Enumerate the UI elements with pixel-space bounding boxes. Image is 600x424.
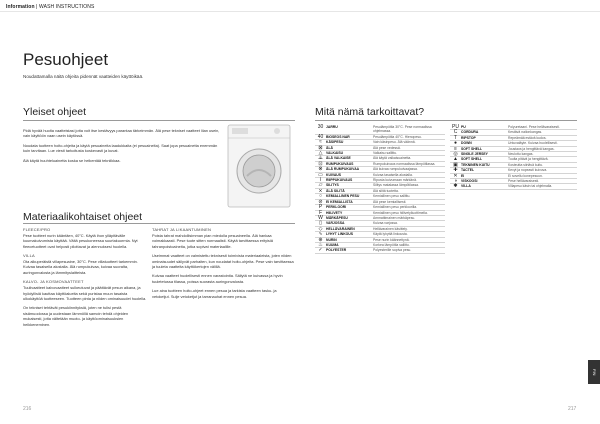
washing-machine-icon (227, 124, 291, 208)
care-symbol-icon: ⊗ (318, 166, 323, 173)
care-symbol-icon: 40 (317, 133, 324, 140)
care-symbol-icon: ○ (318, 193, 323, 200)
care-symbol-icon: 30 (317, 124, 324, 130)
symbol-description: Joustava ja hengittävä kangas. (508, 146, 555, 151)
care-symbol-icon: C (453, 129, 458, 136)
material-text: Poista tahrat mahdollisimman pian miedolla pesuaineella. Älä hankaa voimakkaasti. Pese tuote sitten normaalisti. Käytä tarvittaessa erityisiä tahranpoistoaineita, jotka sopivat materiaalille. (152, 232, 273, 249)
material-heading: FLEECE/PRO (23, 227, 51, 232)
symbols-rule (315, 120, 577, 121)
symbol-label: CORDURA (461, 130, 479, 135)
care-symbol-icon: ✚ (453, 167, 458, 174)
care-symbol-icon: ● (453, 140, 458, 147)
care-symbol-icon: T (453, 134, 458, 141)
general-paragraph: Älä käytä huuhteluainetta koska se heikentää tekniikkaa. (23, 157, 121, 163)
symbol-row (450, 184, 577, 189)
breadcrumb-subsection[interactable]: WASH INSTRUCTIONS (39, 4, 95, 10)
symbol-row (315, 125, 445, 135)
symbol-description: Kemiallinen pesu perkloorilla. (373, 205, 418, 210)
page-title: Pesuohjeet (23, 50, 109, 69)
symbol-description: Polyuretaani. Pese hellävaraisesti. (508, 125, 560, 129)
symbol-description: Älä pese kemiallisesti. (373, 199, 407, 204)
symbol-description: Polyesterille sopiva pesu. (373, 248, 412, 253)
symbol-label: SILITYS (326, 183, 339, 188)
symbol-description: Pesulämpötila 40°C. Hienopesu. (373, 134, 422, 139)
symbol-label: VILLA (461, 184, 471, 189)
symbol-description: Älä pese vedessä. (373, 145, 401, 150)
symbol-label: POLYESTER (326, 248, 347, 253)
general-paragraph: Pidä hyvää huolta vaatteistasi jotta voit itse kestävyys parantaa tärkeimmän. Älä pese tekniset vaatteet liian usein, vain käyttöön vaan usein käytössä. (23, 128, 220, 139)
material-text: Tuulivaatteet kalvovaatteet sulkeutuvat ja päättävät pesun aikana, ja hyödyllisiä kauttaa käyttöalueita sekä puristaa muun tasaista ulkokäyttöä tuotteeseen. Tuotteen pinta ja niiden ominaisuudet huolella. (23, 285, 147, 301)
top-bar (0, 0, 600, 20)
symbol-label: ÄLÄ SILITÄ (326, 188, 345, 193)
symbol-description: Pese nurin käännettynä. (373, 237, 410, 242)
symbol-label: DOWN (461, 141, 472, 146)
symbol-description: Kuivaa tasaisella alustalla. (373, 172, 413, 177)
care-symbol-icon: ♨ (318, 241, 323, 248)
symbol-label: TACTEL (461, 168, 475, 173)
symbol-label: EI KEMIALLISTA (326, 199, 353, 204)
symbol-description: Villapesu käsin tai ohjelmalla. (508, 184, 553, 189)
symbol-label: ÄLÄ RUMPUKUIVAA (326, 167, 360, 172)
general-rule (23, 120, 295, 121)
material-text: Lue aina tuotteen hoito-ohjeet ennen pesua ja tarkista vaatteen tasku- ja vetoketjut. Sulje vetoketjut ja tarranauhat ennen pesua. (152, 288, 277, 299)
symbol-label: JARRU (326, 125, 338, 129)
care-symbol-icon: ⏥ (318, 182, 323, 189)
care-symbol-icon: △ (318, 150, 323, 157)
symbol-description: Silitys matalassa lämpötilassa. (373, 183, 419, 188)
symbol-label: VALKAISU (326, 151, 344, 156)
symbol-description: Tuulta pitävä ja hengittävä. (508, 157, 549, 162)
material-text: Kuivaa vaatteet huolellisesti ennen varastointia. Säilytä ne kuivassa ja hyvin tuuletetussa tilassa, poissa suorasta auringonvalosta. (152, 273, 283, 284)
symbol-label: KUUMA (326, 242, 339, 247)
breadcrumb (6, 4, 94, 10)
care-symbol-icon: ≡ (454, 145, 457, 152)
symbol-description: Älä käytä valkaisuainetta. (373, 156, 412, 161)
symbol-label: NURIN (326, 237, 337, 242)
care-symbol-icon: ⌇ (319, 177, 322, 184)
care-symbol-icon: ✱ (453, 183, 458, 190)
symbol-description: Korkea lämpötila sallittu. (373, 242, 410, 247)
symbol-description: Kosteutta siirtävä kuitu. (508, 162, 544, 167)
breadcrumb-section[interactable]: Information (6, 4, 35, 10)
symbol-description: Ei sovellu konepesuun. (508, 173, 543, 178)
care-symbol-icon: ◎ (453, 151, 458, 158)
symbols-table-b (450, 125, 577, 190)
symbol-label: BIOSEOS NAR (326, 134, 350, 139)
materials-column-1 (23, 227, 147, 331)
symbol-description: Älä silitä tuotetta. (373, 188, 399, 193)
general-title: Yleiset ohjeet (23, 106, 87, 118)
material-heading: VILLA (23, 253, 35, 259)
general-paragraph: Noudata tuotteen hoito-ohjeita ja käytä pesuaineita laadukkaita (ei pesuainelta). Saat jopa pesuainetta enemmän kuin tarvitaan. Lue viesti tarkoitusta koskevasti ja kuvat. (23, 142, 218, 154)
symbols-table-a (315, 125, 445, 254)
material-text: On tekniset tehtävät pesukiinnityksiä, joten ne tulisi pestä sisämuodossa ja uudestaan lämmöllä samoin tehdä ohjeiden mukaisesti, jotta vältetään muoto- ja käyttöominaisuuksien heikkeneminen. (23, 305, 129, 327)
symbol-description: Kemiallinen pesu hiilivetyliuottimella. (373, 210, 428, 215)
symbol-description: Pese hellävaraisesti. (508, 179, 540, 184)
symbol-description: Kestävä nailonkangas. (508, 130, 543, 135)
care-symbol-icon: ≈ (319, 139, 322, 146)
symbol-description: Repeämää estävä kudos. (508, 135, 547, 140)
care-symbol-icon: F (318, 209, 323, 216)
care-symbol-icon: P (318, 204, 323, 211)
symbol-description: Käytä lyhyttä linkousta. (373, 232, 408, 237)
symbol-label: KÄSIPESU (326, 140, 344, 145)
care-symbol-icon: ✓ (318, 247, 323, 254)
care-symbol-icon: PU (452, 124, 459, 130)
symbol-label: HIILIVETY (326, 210, 343, 215)
care-symbol-icon: ◇ (318, 225, 323, 232)
symbol-description: Valkaisu sallittu. (373, 151, 398, 156)
symbol-description: Vain käsinpesu. Älä väännä. (373, 140, 416, 145)
symbol-label: LYHYT LINKOUS (326, 232, 354, 237)
care-symbol-icon: ⊠ (318, 144, 323, 151)
symbol-label: VISKOOSI (461, 179, 478, 184)
care-symbol-icon: ▯ (319, 220, 322, 227)
breadcrumb-divider: | (36, 4, 39, 10)
right-page-number: 217 (568, 406, 577, 412)
symbol-label: SINGLE JERSEY (461, 152, 488, 157)
language-tab[interactable]: FIN (588, 360, 600, 384)
care-symbol-icon: ∿ (318, 231, 323, 238)
symbol-label: TEKNINEN KUITU (461, 162, 490, 167)
symbol-description: Ammattimainen märkäpesu. (373, 215, 416, 220)
material-text: Ota alkuperäistä villapesuaine, 30°C. Pese villatuotteet tarkemmin. Kuivaa tasaisella alustalla. Älä rumpukuivaa, kuivaa suoralta, auringonvalosta ja lämmityslaitteista. (23, 259, 138, 275)
care-symbol-icon: ▭ (318, 171, 323, 178)
care-symbol-icon: ✕ (453, 172, 458, 179)
symbol-label: RIIPPUKUIVAUS (326, 178, 353, 183)
symbol-label: MÄRKÄPESU (326, 215, 348, 220)
symbols-title: Mitä nämä tarkoittavat? (315, 106, 425, 118)
symbol-label: ÄLÄ (326, 145, 333, 150)
material-heading: TAHRAT JA LIKAANTUMINEN (152, 227, 212, 232)
symbol-label: ÄLÄ VALKAISE (326, 156, 351, 161)
material-heading: KALVO- JA KOSMOVAATTEET (23, 279, 84, 285)
symbol-label: KEMIALLINEN PESU (326, 194, 360, 199)
care-symbol-icon: ▣ (453, 161, 458, 168)
symbol-description: Hellävarainen käsittely. (373, 226, 408, 231)
symbol-description: Pesulämpötila 30°C. Pese normaalissa ohjelmassa. (373, 125, 432, 134)
symbol-description: Kuivaa varjossa. (373, 221, 398, 226)
symbol-label: PERKLOORI (326, 205, 347, 210)
symbol-description: Kevyt ja nopeasti kuivuva. (508, 168, 548, 173)
care-symbol-icon: ⊡ (318, 160, 323, 167)
symbol-label: SOFT SHELL (461, 157, 483, 162)
materials-title: Materiaalikohtaiset ohjeet (23, 211, 143, 223)
general-paragraphs (23, 128, 221, 167)
care-symbol-icon: ⊘ (318, 198, 323, 205)
symbol-row (315, 248, 445, 253)
symbol-description: Kemiallinen pesu sallittu. (373, 194, 411, 199)
symbol-label: SOFT SHELL (461, 146, 483, 151)
care-symbol-icon: ▲ (453, 156, 458, 163)
care-symbol-icon: ⨯ (318, 187, 323, 194)
left-page-number: 216 (23, 406, 32, 412)
symbol-description: Rumpukuivaus normaalissa lämpötilassa. (373, 161, 436, 166)
symbol-description: Älä kuivaa rumpukuivaajassa. (373, 167, 418, 172)
top-rule (0, 11, 600, 12)
care-symbol-icon: ⊕ (318, 236, 323, 243)
symbol-label: RUMPUKUIVAUS (326, 161, 354, 166)
material-text: Useimmat vaatteet on valmistettu teknisesti toimivista materiaaleista, joten niiden ominaisuudet säilyvät parhaiten, kun noudatat hoito-ohjeita. Pese vain tarvittaessa ja tuuleta vaatteita käyttökertojen välillä. (152, 253, 294, 269)
materials-column-2 (152, 227, 295, 303)
symbol-label: VARJOSSA (326, 221, 345, 226)
symbol-description: Neulottu kangas. (508, 152, 534, 157)
materials-rule (23, 223, 295, 224)
symbol-description: Ripusta kuivumaan märkänä. (373, 178, 417, 183)
symbol-label: HELLÄVARAINEN (326, 226, 355, 231)
care-symbol-icon: ◑ (453, 178, 458, 185)
symbol-description: Untuvatäyte. Kuivaa huolellisesti. (508, 141, 558, 146)
symbol-label: KUIVAUS (326, 172, 342, 177)
symbol-label: PU (461, 125, 466, 129)
care-symbol-icon: W (318, 214, 323, 221)
symbol-label: EI (461, 173, 465, 178)
page-subtitle: Noudattamalla näitä ohjeita pidennät vaatteiden käyttöikää. (23, 74, 144, 79)
material-text: Pese tuotteet nurin kääntäen, 40°C. Käytä ihon ylläpitävälle kuumakuivumista käyttää. Vältä pesukoneessa suurtakuormia. Nyt fleecetuotteet ovat helposti pilottavat ja alennuksesi huolella. (23, 232, 138, 249)
symbol-label: RIPSTOP (461, 135, 476, 140)
care-symbol-icon: ⨻ (318, 155, 323, 162)
